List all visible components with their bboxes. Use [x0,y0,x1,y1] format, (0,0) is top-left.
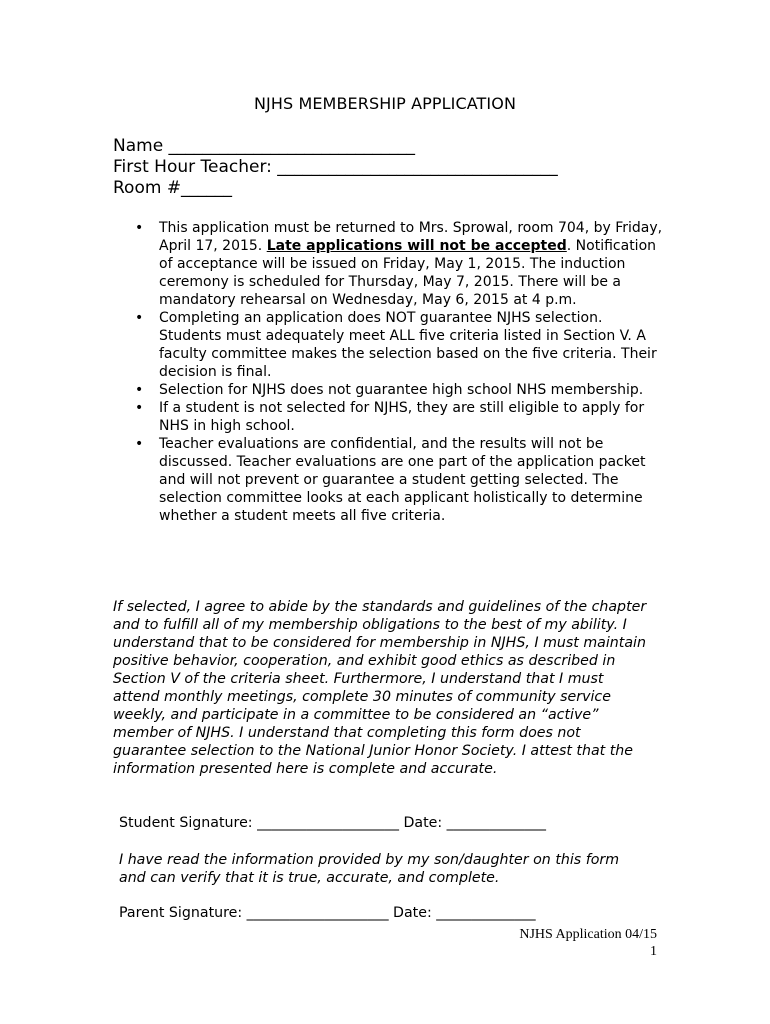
room-field: Room #______ [113,178,233,198]
page-title: NJHS MEMBERSHIP APPLICATION [253,94,517,113]
name-field: Name _____________________________ [113,136,416,156]
parent-signature-line: Parent Signature: ____________________ Date: ______________ [119,905,536,921]
page-footer [519,926,657,960]
document-label: NJHS Application 04/15 [519,927,657,942]
applicant-fields [113,136,558,199]
list-item [135,309,665,381]
list-item-text: Teacher evaluations are confidential, and the results will not be discussed. Teacher evaluations are one part of the application packet and will not prevent or guarantee a student getting selected. The selection committee looks at each applicant holistically to determine whether a student meets all five criteria. [159,436,646,524]
list-item-text: Selection for NJHS does not guarantee high school NHS membership. [159,382,644,398]
list-item [135,435,665,525]
list-item-text: Completing an application does NOT guarantee NJHS selection. Students must adequately meet ALL five criteria listed in Section V. A faculty committee makes the selection based on the five criteria. Their decision is final. [159,310,657,380]
student-signature-line: Student Signature: ____________________ Date: ______________ [119,815,546,831]
list-item-text: This application must be returned to Mrs. Sprowal, room 704, by Friday, April 17, 2015. [159,220,663,254]
agreement-statement: If selected, I agree to abide by the standards and guidelines of the chapter and to fulfill all of my membership obligations to the best of my ability. I understand that to be considered for membership in NJHS, I must maintain positive behavior, cooperation, and exhibit good ethics as described in Section V of the criteria sheet. Furthermore, I understand that I must attend monthly meetings, complete 30 minutes of community service weekly, and participate in a committee to be considered an “active” member of NJHS. I understand that completing this form does not guarantee selection to the National Junior Honor Society. I attest that the information presented here is complete and accurate. [113,599,647,777]
bullet-icon: • [135,382,144,398]
first-hour-teacher-field: First Hour Teacher: _________________________________ [113,157,558,177]
list-item [135,399,665,435]
bullet-icon: • [135,400,144,416]
bullet-icon: • [135,310,144,326]
list-item [135,381,665,399]
page-number: 1 [650,944,657,959]
bullet-icon: • [135,220,144,236]
list-item-text: If a student is not selected for NJHS, they are still eligible to apply for NHS in high school. [159,400,645,434]
parent-statement: I have read the information provided by my son/daughter on this form and can verify that it is true, accurate, and complete. [119,852,620,886]
late-applications-warning: Late applications will not be accepted [266,238,567,254]
instructions-list [135,219,665,525]
list-item-text: . Notification of acceptance will be issued on Friday, May 1, 2015. The induction ceremony is scheduled for Thursday, May 7, 2015. There will be a mandatory rehearsal on Wednesday, May 6, 2015 at 4 p.m. [159,238,657,308]
list-item [135,219,665,309]
bullet-icon: • [135,436,144,452]
